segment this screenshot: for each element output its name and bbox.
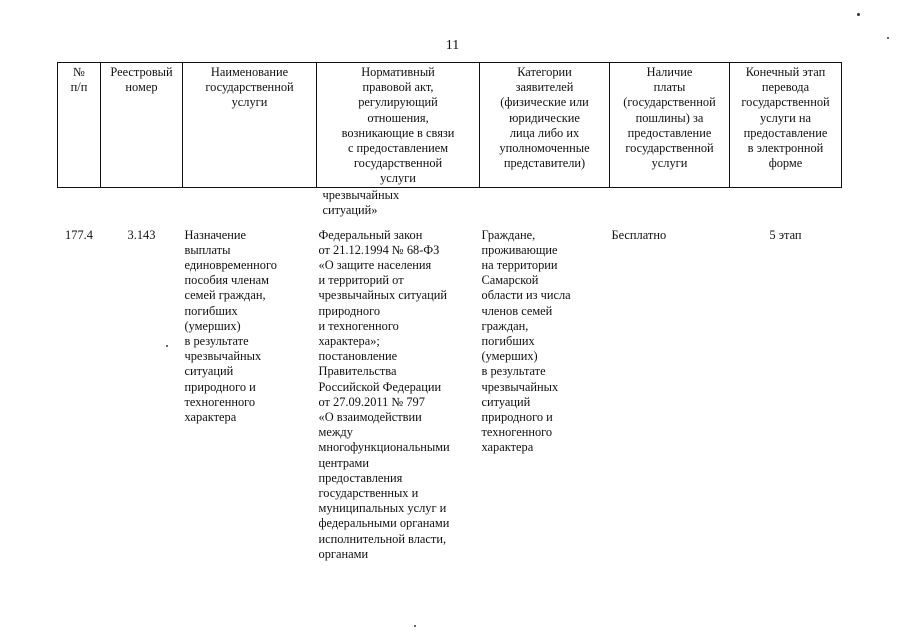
scan-speck: [887, 37, 889, 39]
text-line: пошлины) за: [635, 110, 704, 125]
text-line: от 27.09.2011 № 797: [318, 394, 425, 409]
text-line: «О взаимодействии: [318, 410, 422, 425]
text-line: чрезвычайных: [322, 187, 400, 202]
text-line: Нормативный: [361, 65, 435, 79]
continuation-row: [58, 187, 842, 222]
text-line: Наименование: [210, 65, 289, 79]
text-line: Конечный этап: [745, 65, 826, 79]
text-line: характера: [184, 410, 237, 425]
header-applicant-categories: [480, 63, 610, 188]
text-line: природного и: [481, 410, 553, 425]
row-final-stage: 5 этап: [769, 227, 802, 242]
text-line: Реестровый: [110, 65, 173, 79]
table-row: [58, 222, 842, 562]
text-line: форме: [768, 156, 803, 171]
text-line: государственной: [625, 141, 714, 156]
header-number: [58, 63, 101, 188]
header-service-name: [183, 63, 317, 188]
text-line: предоставления: [318, 470, 403, 485]
text-line: Назначение: [184, 227, 246, 242]
text-line: предоставление: [627, 125, 712, 140]
text-line: граждан,: [481, 318, 529, 333]
text-line: области из числа: [481, 288, 571, 303]
text-line: правовой акт,: [362, 80, 434, 95]
text-line: погибших: [481, 334, 535, 349]
scan-speck: [414, 625, 416, 627]
text-line: чрезвычайных ситуаций: [318, 288, 448, 303]
text-line: Федеральный закон: [318, 227, 423, 242]
text-line: погибших: [184, 303, 238, 318]
text-line: предоставление: [743, 125, 828, 140]
text-line: федеральными органами: [318, 516, 450, 531]
text-line: «О защите населения: [318, 258, 432, 273]
row-legal-act: [317, 222, 480, 562]
text-line: заявителей: [515, 80, 574, 95]
table-header-row: [58, 63, 842, 188]
text-line: природного: [318, 303, 381, 318]
text-line: чрезвычайных: [481, 379, 559, 394]
text-line: постановление: [318, 349, 398, 364]
scan-speck: [857, 13, 860, 16]
text-line: природного и: [184, 379, 256, 394]
text-line: отношения,: [367, 110, 429, 125]
text-line: (государственной: [623, 95, 716, 110]
text-line: между: [318, 425, 353, 440]
text-line: Граждане,: [481, 227, 536, 242]
text-line: Российской Федерации: [318, 379, 442, 394]
row-applicant-categories: [480, 222, 610, 562]
continuation-law-text: [317, 187, 480, 222]
text-line: характера: [481, 440, 534, 455]
scan-speck: [166, 345, 168, 347]
text-line: выплаты: [184, 242, 231, 257]
text-line: регулирующий: [358, 95, 438, 110]
text-line: возникающие в связи: [341, 125, 455, 140]
text-line: услуги: [231, 95, 268, 110]
text-line: пособия членам: [184, 273, 269, 288]
text-line: и техногенного: [318, 318, 399, 333]
text-line: и территорий от: [318, 273, 404, 288]
text-line: представители): [503, 156, 586, 171]
text-line: чрезвычайных: [184, 349, 262, 364]
text-line: с предоставлением: [347, 141, 449, 156]
row-fee: Бесплатно: [611, 227, 667, 242]
row-service-name: [183, 222, 317, 562]
text-line: лица либо их: [509, 125, 580, 140]
text-line: номер: [125, 80, 158, 95]
text-line: государственной: [353, 156, 443, 171]
text-line: Категории: [517, 65, 572, 79]
text-line: муниципальных услуг и: [318, 501, 447, 516]
text-line: в результате: [481, 364, 546, 379]
text-line: проживающие: [481, 242, 558, 257]
row-number: 177.4: [65, 227, 93, 242]
text-line: №: [73, 65, 85, 79]
text-line: исполнительной власти,: [318, 531, 447, 546]
text-line: (умерших): [481, 349, 538, 364]
text-line: государственной: [741, 95, 830, 110]
services-table: [57, 62, 842, 562]
header-registry-number: [101, 63, 183, 188]
text-line: услуги на: [759, 110, 811, 125]
text-line: Наличие: [646, 65, 693, 79]
header-fee: [610, 63, 730, 188]
text-line: юридические: [509, 110, 580, 125]
text-line: уполномоченные: [499, 141, 590, 156]
text-line: Правительства: [318, 364, 397, 379]
text-line: Самарской: [481, 273, 539, 288]
text-line: членов семей: [481, 303, 553, 318]
text-line: в электронной: [747, 141, 824, 156]
text-line: услуги: [380, 171, 416, 186]
text-line: техногенного: [481, 425, 553, 440]
text-line: многофункциональными: [318, 440, 450, 455]
text-line: характера»;: [318, 334, 380, 349]
text-line: ситуаций: [184, 364, 234, 379]
text-line: перевода: [761, 80, 810, 95]
text-line: (умерших): [184, 318, 241, 333]
text-line: платы: [653, 80, 686, 95]
text-line: техногенного: [184, 394, 256, 409]
text-line: ситуаций»: [322, 202, 378, 217]
text-line: государственных и: [318, 486, 419, 501]
text-line: услуги: [651, 156, 688, 171]
text-line: на территории: [481, 258, 558, 273]
header-final-stage: [730, 63, 842, 188]
page-number: 11: [445, 38, 460, 53]
header-legal-act: [317, 63, 480, 188]
text-line: в результате: [184, 334, 249, 349]
text-line: органами: [318, 546, 369, 561]
text-line: п/п: [70, 80, 88, 95]
text-line: центрами: [318, 455, 369, 470]
text-line: от 21.12.1994 № 68-ФЗ: [318, 242, 440, 257]
text-line: государственной: [205, 80, 294, 95]
text-line: (физические или: [500, 95, 589, 110]
text-line: семей граждан,: [184, 288, 266, 303]
text-line: ситуаций: [481, 394, 531, 409]
text-line: единовременного: [184, 258, 277, 273]
row-registry-number: 3.143: [127, 227, 156, 242]
